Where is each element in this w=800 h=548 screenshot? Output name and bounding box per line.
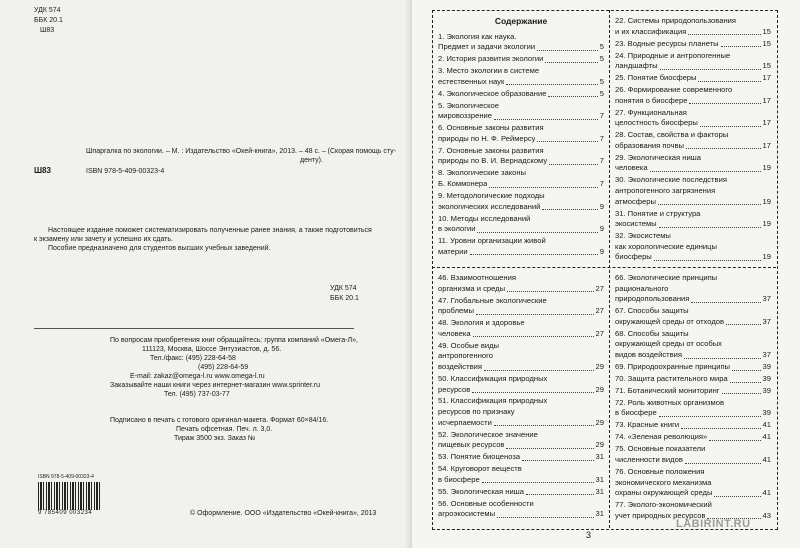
toc-entry-text: 32. Экосистемы — [615, 231, 671, 241]
toc-entry-text: 49. Особые виды — [438, 340, 499, 350]
toc-page-number: 37 — [762, 294, 771, 304]
toc-page-number: 37 — [762, 349, 771, 359]
toc-title: Содержание — [494, 16, 548, 26]
toc-leader-dots — [684, 358, 761, 359]
toc-entry-text: 68. Способы защиты — [615, 328, 689, 338]
toc-entry-text: 66. Экологические принципы — [615, 273, 718, 282]
toc-page-number: 41 — [762, 488, 771, 498]
toc-leader-dots — [700, 126, 761, 127]
toc-page-number: 31 — [595, 452, 604, 462]
toc-entry-text: видов воздействия — [615, 349, 683, 359]
toc-entry — [438, 273, 604, 294]
bbk-code-2: ББК 20.1 — [330, 295, 359, 302]
toc-entry-text: 69. Природоохранные принципы — [615, 361, 731, 371]
toc-leader-dots — [477, 232, 597, 233]
toc-page-number: 19 — [762, 163, 771, 173]
toc-page-number: 9 — [599, 246, 604, 256]
toc-entry-text: 8. Экологические законы — [438, 168, 526, 178]
toc-entry-text: ресурсов по признаку — [438, 407, 515, 417]
toc-entry-text: понятия о биосфере — [615, 95, 688, 105]
toc-page-number: 19 — [762, 219, 771, 229]
toc-page-number: 29 — [595, 384, 604, 394]
toc-leader-dots — [526, 494, 594, 495]
toc-leader-dots — [691, 302, 760, 303]
toc-entry-text: агроэкосистемы — [438, 509, 496, 519]
toc-page-number: 15 — [762, 61, 771, 71]
toc-entry-text: человека — [438, 328, 471, 338]
toc-page-number: 27 — [595, 328, 604, 338]
toc-page-number: 15 — [762, 38, 771, 48]
toc-entry — [615, 73, 771, 84]
toc-entry-text: учет природных ресурсов — [615, 510, 706, 520]
toc-entry — [615, 85, 771, 106]
toc-leader-dots — [497, 517, 593, 518]
watermark: LABIRINT.RU — [676, 518, 751, 530]
toc-leader-dots — [730, 382, 761, 383]
toc-column-1 — [438, 16, 604, 259]
toc-entry-text: 4. Экологическое образование — [438, 88, 547, 98]
toc-leader-dots — [506, 448, 593, 449]
toc-entry-text: 46. Взаимоотношения — [438, 273, 516, 282]
toc-entry — [438, 236, 604, 257]
toc-leader-dots — [472, 392, 593, 393]
toc-leader-dots — [659, 416, 761, 417]
contacts-block: По вопросам приобретения книг обращайтесь: группа компаний «Омега-Л», 111123, Москва, Шоссе Энтузиастов, д. 56. Тел./факс: (495) 228-64-58 (495) 228-64-59 E-mail: zakaz@omega-l.ru www.omega-l.ru Заказывайте наши книги через интернет-магазин www.sprinter.ru Тел. (495) 737-03-77 — [110, 337, 358, 398]
toc-leader-dots — [726, 324, 761, 325]
toc-entry — [615, 374, 771, 385]
toc-entry — [615, 39, 771, 50]
toc-entry — [438, 430, 604, 451]
toc-entry-text: антропогенного — [438, 351, 493, 361]
toc-entry — [615, 329, 771, 361]
toc-entry — [438, 32, 604, 53]
author-code-bold: Ш83 — [34, 166, 51, 175]
toc-entry-text: 50. Классификация природных — [438, 373, 548, 383]
toc-entry-text: 30. Экологические последствия — [615, 175, 727, 185]
toc-entry-text: 75. Основные показатели — [615, 444, 706, 454]
toc-entry — [438, 487, 604, 498]
toc-entry-text: охраны окружающей среды — [615, 488, 713, 498]
toc-leader-dots — [470, 254, 598, 255]
toc-entry-text: в биосфере — [438, 474, 480, 484]
toc-entry — [438, 123, 604, 144]
toc-entry-text: 2. История развития экологии — [438, 54, 544, 64]
toc-entry — [438, 341, 604, 373]
toc-leader-dots — [549, 164, 598, 165]
toc-entry-text: экономического механизма — [615, 477, 712, 487]
toc-leader-dots — [494, 119, 598, 120]
toc-page-number: 31 — [595, 509, 604, 519]
toc-page-number: 31 — [595, 474, 604, 484]
toc-entry-text: 76. Основные положения — [615, 467, 705, 476]
toc-entry — [615, 386, 771, 397]
toc-leader-dots — [658, 204, 761, 205]
toc-entry — [438, 296, 604, 317]
toc-page-number: 5 — [599, 76, 604, 86]
toc-leader-dots — [522, 460, 594, 461]
toc-page-number: 9 — [599, 201, 604, 211]
toc-entry-text: естественных наук — [438, 76, 505, 86]
toc-entry-text: численности видов — [615, 455, 683, 465]
toc-page-number: 39 — [762, 408, 771, 418]
toc-entry-text: и их классификация — [615, 26, 687, 36]
toc-leader-dots — [484, 370, 594, 371]
toc-leader-dots — [698, 81, 760, 82]
barcode-bars — [38, 482, 100, 510]
toc-entry — [438, 54, 604, 65]
toc-page-number: 31 — [595, 486, 604, 496]
toc-entry-text: Б. Коммонера — [438, 179, 488, 189]
author-code: Ш83 — [40, 27, 55, 34]
toc-leader-dots — [545, 62, 597, 63]
toc-entry-text: 72. Роль животных организмов — [615, 397, 724, 407]
toc-entry-text: 71. Ботанический мониторинг — [615, 385, 720, 395]
toc-entry-text: экосистемы — [615, 219, 657, 229]
toc-entry — [438, 499, 604, 520]
toc-entry — [438, 168, 604, 189]
toc-leader-dots — [542, 209, 597, 210]
toc-entry-text: 56. Основные особенности — [438, 498, 534, 508]
toc-leader-dots — [506, 84, 597, 85]
toc-leader-dots — [473, 336, 594, 337]
toc-entry — [438, 374, 604, 395]
toc-page-number: 5 — [599, 42, 604, 52]
toc-entry-text: 70. Защита растительного мира — [615, 373, 728, 383]
toc-page-number: 41 — [762, 455, 771, 465]
toc-leader-dots — [709, 440, 760, 441]
toc-entry — [615, 175, 771, 207]
toc-leader-dots — [689, 103, 760, 104]
bbk-code: ББК 20.1 — [34, 17, 63, 24]
toc-entry-text: 51. Классификация природных — [438, 396, 548, 406]
toc-entry-text: 73. Красные книги — [615, 420, 680, 430]
toc-page-number: 41 — [762, 432, 771, 442]
toc-leader-dots — [548, 96, 597, 97]
toc-entry-text: ресурсов — [438, 384, 471, 394]
toc-entry-text: в биосфере — [615, 408, 657, 418]
toc-entry-text: биосферы — [615, 252, 652, 262]
row-divider — [432, 267, 776, 268]
page-number: 3 — [586, 530, 592, 540]
toc-page-number: 39 — [762, 361, 771, 371]
toc-entry-text: 29. Экологическая ниша — [615, 152, 702, 162]
toc-leader-dots — [650, 171, 761, 172]
toc-page-number: 29 — [595, 417, 604, 427]
toc-leader-dots — [537, 141, 597, 142]
toc-leader-dots — [685, 463, 761, 464]
toc-entry-text: воздействия — [438, 361, 482, 371]
toc-leader-dots — [476, 314, 594, 315]
toc-page-number: 27 — [595, 306, 604, 316]
toc-page-number: 5 — [599, 54, 604, 64]
toc-entry — [438, 66, 604, 87]
toc-entry-text: исчерпаемости — [438, 417, 492, 427]
toc-entry-text: 11. Уровни организации живой — [438, 236, 546, 246]
toc-page-number: 5 — [599, 88, 604, 98]
toc-page-number: 17 — [762, 118, 771, 128]
toc-entry-text: природопользования — [615, 294, 690, 304]
toc-leader-dots — [654, 260, 761, 261]
toc-page-number: 7 — [599, 133, 604, 143]
copyright: © Оформление. ООО «Издательство «Окей-книга», 2013 — [190, 510, 377, 517]
toc-column-3 — [438, 273, 604, 521]
toc-entry-text: природы по Н. Ф. Реймерсу — [438, 133, 536, 143]
toc-entry-text: 52. Экологическое значение — [438, 429, 538, 439]
toc-entry-text: человека — [615, 163, 648, 173]
toc-entry-text: материи — [438, 246, 468, 256]
print-details: Подписано в печать с готового оригинал-макета. Формат 60×84/16. Печать офсетная. Печ. л. 3,0. Тираж 3500 экз. Заказ № — [110, 417, 329, 442]
toc-leader-dots — [507, 291, 593, 292]
toc-entry-text: организма и среды — [438, 283, 506, 293]
toc-page-number: 7 — [599, 156, 604, 166]
toc-entry — [615, 273, 771, 305]
toc-entry-text: пищевых ресурсов — [438, 440, 505, 450]
toc-entry — [615, 306, 771, 327]
toc-leader-dots — [537, 50, 598, 51]
toc-entry-text: как хорологические единицы — [615, 241, 717, 251]
toc-leader-dots — [489, 187, 597, 188]
toc-entry — [438, 101, 604, 122]
toc-entry-text: 48. Экология и здоровье — [438, 318, 525, 328]
toc-entry — [615, 51, 771, 72]
toc-entry-text: 55. Экологическая ниша — [438, 486, 525, 496]
toc-leader-dots — [722, 393, 761, 394]
toc-entry — [615, 108, 771, 129]
toc-entry-text: 67. Способы защиты — [615, 306, 689, 316]
toc-entry — [438, 452, 604, 463]
toc-column-4 — [615, 273, 771, 523]
toc-entry-text: антропогенного загрязнения — [615, 186, 716, 196]
toc-leader-dots — [660, 69, 761, 70]
toc-page-number: 19 — [762, 196, 771, 206]
toc-page-number: 43 — [762, 510, 771, 520]
toc-entry-text: рационального — [615, 283, 669, 293]
toc-entry-text: окружающей среды от особых — [615, 339, 722, 349]
toc-leader-dots — [732, 370, 761, 371]
toc-page-number: 17 — [762, 140, 771, 150]
toc-leader-dots — [714, 496, 760, 497]
toc-leader-dots — [686, 148, 761, 149]
toc-entry-text: в экологии — [438, 224, 476, 234]
toc-entry-text: 3. Место экологии в системе — [438, 66, 540, 76]
toc-entry-text: 10. Методы исследований — [438, 213, 531, 223]
divider-line — [34, 328, 354, 329]
isbn: ISBN 978-5-409-00323-4 — [86, 168, 165, 175]
toc-page-number: 37 — [762, 316, 771, 326]
toc-page-number: 39 — [762, 373, 771, 383]
toc-leader-dots — [721, 46, 761, 47]
toc-entry — [615, 231, 771, 263]
toc-entry — [615, 432, 771, 443]
toc-page-number: 17 — [762, 73, 771, 83]
toc-entry — [615, 398, 771, 419]
toc-entry — [615, 130, 771, 151]
toc-entry-text: 7. Основные законы развития — [438, 145, 544, 155]
toc-entry — [615, 209, 771, 230]
toc-entry — [438, 214, 604, 235]
isbn-barcode: ISBN 978-5-409-00323-4 9 785409 003234 — [38, 478, 100, 518]
toc-page-number: 39 — [762, 385, 771, 395]
toc-entry — [615, 467, 771, 499]
toc-entry — [615, 16, 771, 37]
annotation: Настоящее издание поможет систематизировать полученные ранее знания, а также подготовиться к экзамену или зачету и успешно их сдать. Пособие предназначено для студентов высших учебных заведений. — [34, 227, 372, 252]
toc-entry — [438, 89, 604, 100]
toc-page-number: 29 — [595, 361, 604, 371]
column-divider — [609, 10, 610, 528]
toc-page-number: 7 — [599, 111, 604, 121]
toc-entry-text: образования почвы — [615, 140, 684, 150]
bibliographic-record: Шпаргалка по экологии. – М. : Издательство «Окей-книга», 2013. – 48 с. – (Скорая помощь сту- денту). — [86, 148, 396, 164]
udk-code-2: УДК 574 — [330, 285, 357, 292]
toc-leader-dots — [681, 428, 760, 429]
toc-leader-dots — [688, 34, 760, 35]
toc-entry-text: природы по В. И. Вернадскому — [438, 156, 548, 166]
toc-entry-text: 5. Экологическое — [438, 100, 499, 110]
toc-entry — [615, 420, 771, 431]
toc-entry-text: 24. Природные и антропогенные — [615, 50, 731, 60]
toc-entry — [438, 396, 604, 428]
udk-code: УДК 574 — [34, 7, 61, 14]
toc-page-number: 15 — [762, 26, 771, 36]
toc-entry-text: 77. Эколого-экономический — [615, 500, 712, 510]
toc-page-number: 17 — [762, 95, 771, 105]
toc-page-number: 29 — [595, 440, 604, 450]
toc-entry-text: 9. Методологические подходы — [438, 191, 545, 201]
toc-entry-text: мировоззрение — [438, 111, 492, 121]
toc-entry-text: 53. Понятие биоценоза — [438, 452, 521, 462]
toc-entry-text: 23. Водные ресурсы планеты — [615, 38, 719, 48]
toc-entry — [438, 146, 604, 167]
toc-entry — [438, 191, 604, 212]
toc-page-number: 19 — [762, 252, 771, 262]
toc-entry-text: 25. Понятие биосферы — [615, 73, 697, 83]
toc-entry-text: проблемы — [438, 306, 474, 316]
toc-entry-text: атмосферы — [615, 196, 656, 206]
toc-entry-text: экологических исследований — [438, 201, 541, 211]
toc-page-number: 9 — [599, 224, 604, 234]
toc-entry-text: ландшафты — [615, 61, 658, 71]
toc-entry-text: 22. Системы природопользования — [615, 16, 736, 25]
toc-entry-text: 47. Глобальные экологические — [438, 295, 547, 305]
toc-entry-text: целостность биосферы — [615, 118, 698, 128]
toc-entry-text: 1. Экология как наука. — [438, 31, 517, 41]
toc-entry-text: 26. Формирование современного — [615, 85, 733, 95]
toc-page-number: 41 — [762, 420, 771, 430]
toc-page-number: 7 — [599, 179, 604, 189]
toc-leader-dots — [659, 227, 761, 228]
toc-entry-text: 74. «Зеленая революция» — [615, 432, 708, 442]
toc-page-number: 27 — [595, 283, 604, 293]
toc-entry-text: окружающей среды от отходов — [615, 316, 725, 326]
toc-entry-text: Предмет и задачи экологии — [438, 42, 536, 52]
toc-entry-text: 54. Круговорот веществ — [438, 464, 522, 474]
toc-entry-text: 27. Функциональная — [615, 107, 687, 117]
toc-column-2 — [615, 16, 771, 264]
toc-entry-text: 31. Понятие и структура — [615, 208, 701, 218]
toc-entry-text: 6. Основные законы развития — [438, 123, 544, 133]
toc-entry — [615, 444, 771, 465]
toc-leader-dots — [482, 482, 594, 483]
toc-entry — [615, 362, 771, 373]
toc-leader-dots — [494, 425, 594, 426]
toc-entry — [615, 153, 771, 174]
toc-entry — [438, 318, 604, 339]
toc-entry — [438, 464, 604, 485]
toc-entry-text: 28. Состав, свойства и факторы — [615, 130, 729, 140]
